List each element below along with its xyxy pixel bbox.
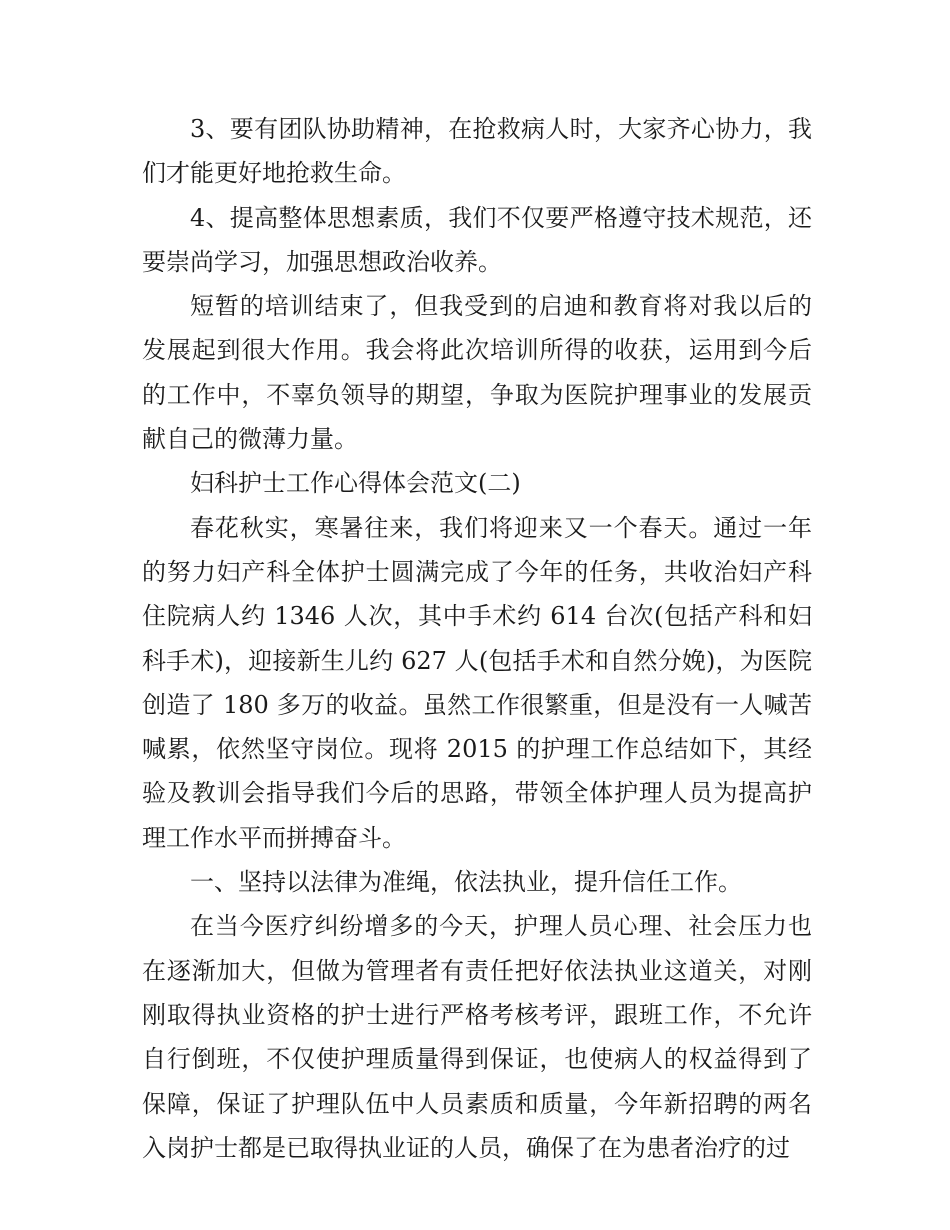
paragraph-teamwork: 3、要有团队协助精神，在抢救病人时，大家齐心协力，我们才能更好地抢救生命。 <box>142 115 812 188</box>
section-heading-law: 一、坚持以法律为准绳，依法执业，提升信任工作。 <box>190 868 742 897</box>
paragraph-annual-summary: 春花秋实，寒暑往来，我们将迎来又一个春天。通过一年的努力妇产科全体护士圆满完成了今年的任务，共收治妇产科住院病人约 1346 人次，其中手术约 614 台次(包括产科和妇科手术)，迎接新生儿约 627 人(包括手术和自然分娩)，为医院创造了 180 多万的收益。虽然工作很繁重，但是没有一人喊苦喊累，依然坚守岗位。现将 2015 的护理工作总结如下，其经验及教训会指导我们今后的思路，带领全体护理人员为提高护理工作水平而拼搏奋斗。 <box>142 513 812 852</box>
document-body <box>142 107 812 1170</box>
paragraph-training-conclusion: 短暂的培训结束了，但我受到的启迪和教育将对我以后的发展起到很大作用。我会将此次培训所得的收获，运用到今后的工作中，不辜负领导的期望，争取为医院护理事业的发展贡献自己的微薄力量。 <box>142 292 812 454</box>
paragraph-legal-practice: 在当今医疗纠纷增多的今天，护理人员心理、社会压力也在逐渐加大，但做为管理者有责任把好依法执业这道关，对刚刚取得执业资格的护士进行严格考核考评，跟班工作，不允许自行倒班，不仅使护理质量得到保证，也使病人的权益得到了保障，保证了护理队伍中人员素质和质量，今年新招聘的两名入岗护士都是已取得执业证的人员，确保了在为患者治疗的过 <box>142 912 812 1162</box>
section-title: 妇科护士工作心得体会范文(二) <box>190 469 521 498</box>
paragraph-ideological-quality: 4、提高整体思想素质，我们不仅要严格遵守技术规范，还要崇尚学习，加强思想政治收养。 <box>142 203 812 276</box>
